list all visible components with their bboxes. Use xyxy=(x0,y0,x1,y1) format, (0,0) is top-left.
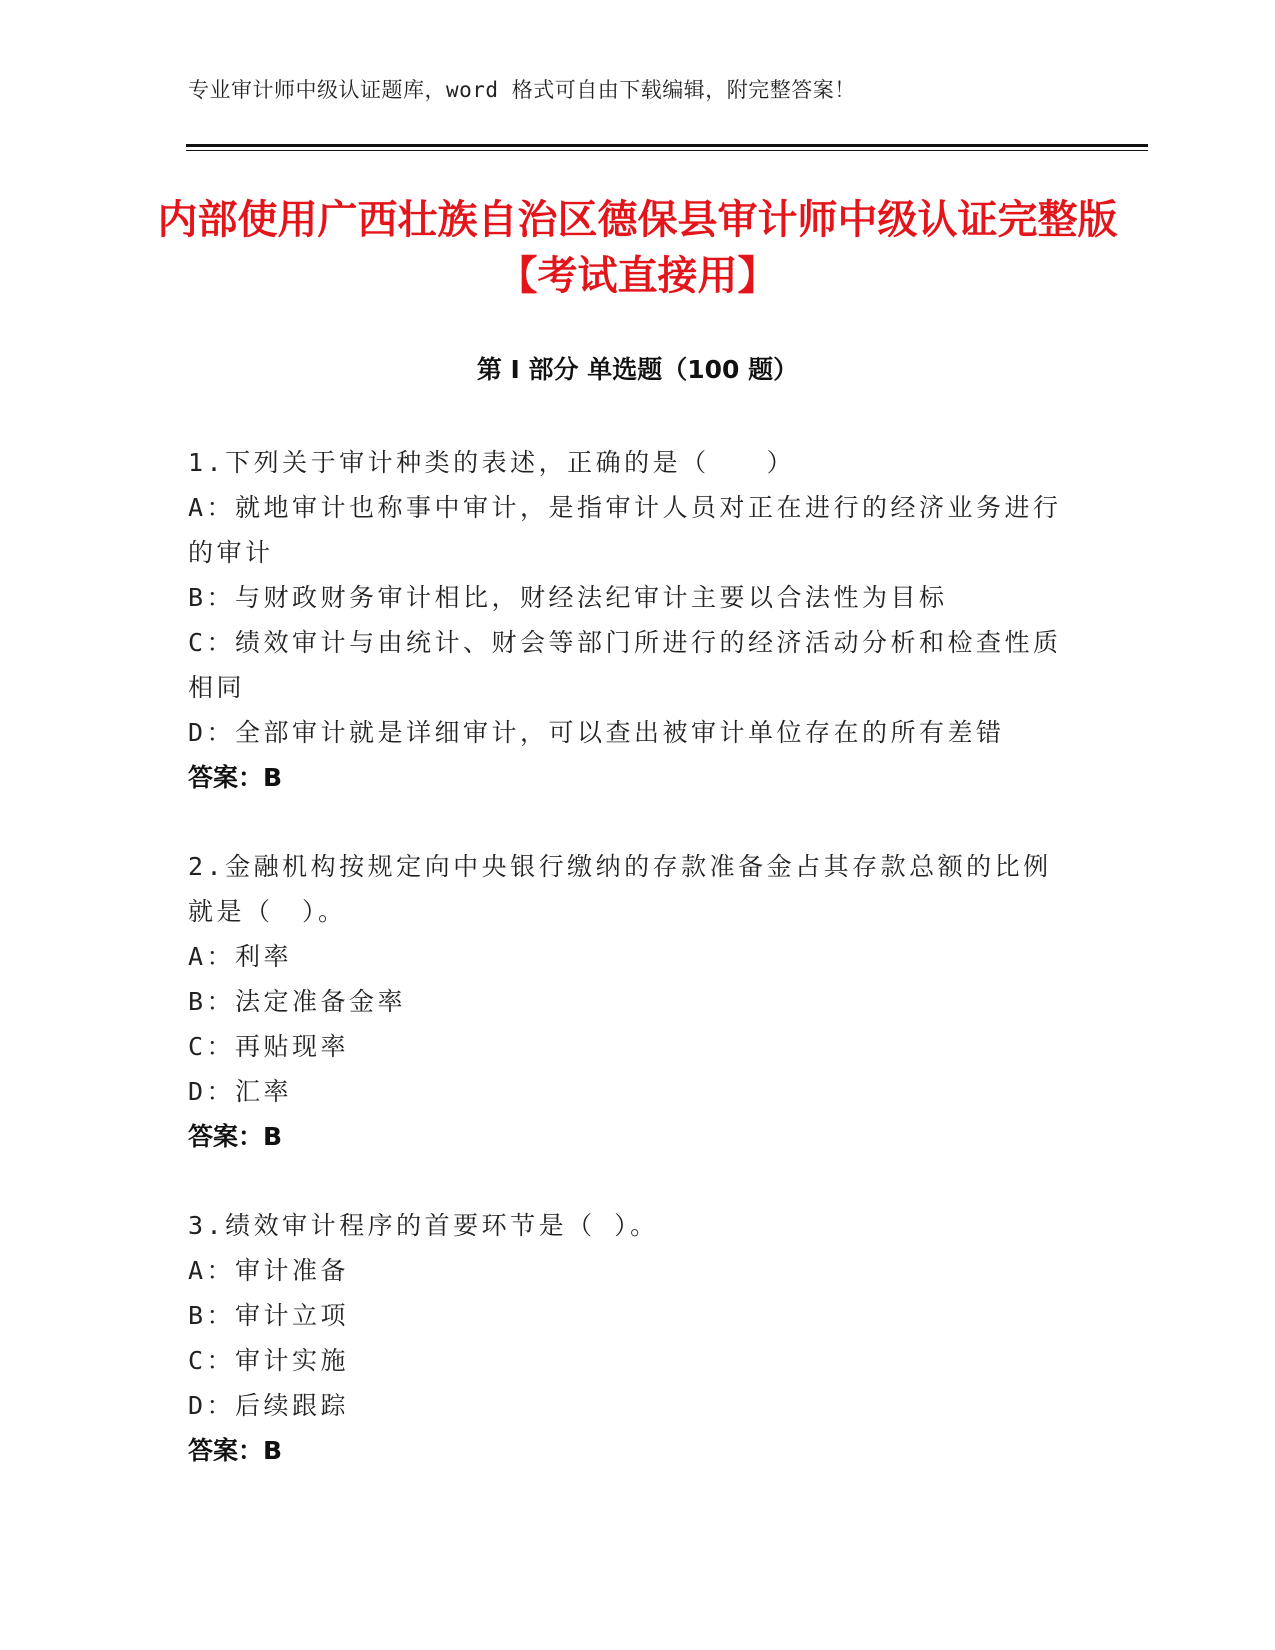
option-a: A：利率 xyxy=(188,942,293,971)
question-stem: 2.金融机构按规定向中央银行缴纳的存款准备金占其存款总额的比例就是（ ）。 xyxy=(188,852,1052,926)
header-rule-thick xyxy=(186,144,1148,147)
option-a: A：审计准备 xyxy=(188,1256,350,1285)
option-c: C：再贴现率 xyxy=(188,1032,350,1061)
option-b: B：法定准备金率 xyxy=(188,987,407,1016)
option-d: D：全部审计就是详细审计，可以查出被审计单位存在的所有差错 xyxy=(188,718,1005,747)
document-title: 内部使用广西壮族自治区德保县审计师中级认证完整版【考试直接用】 xyxy=(157,197,1118,299)
question-list xyxy=(188,440,1078,1517)
question-item xyxy=(188,844,1078,1159)
header-rule-thin xyxy=(186,150,1148,151)
answer-line: 答案：B xyxy=(188,763,283,792)
answer-line: 答案：B xyxy=(188,1122,283,1151)
header-note: 专业审计师中级认证题库，word 格式可自由下载编辑，附完整答案！ xyxy=(188,78,856,102)
option-b: B：与财政财务审计相比，财经法纪审计主要以合法性为目标 xyxy=(188,583,948,612)
option-a: A：就地审计也称事中审计，是指审计人员对正在进行的经济业务进行的审计 xyxy=(188,493,1062,567)
option-b: B：审计立项 xyxy=(188,1301,350,1330)
option-c: C：绩效审计与由统计、财会等部门所进行的经济活动分析和检查性质相同 xyxy=(188,628,1062,702)
question-stem: 1.下列关于审计种类的表述，正确的是（ ） xyxy=(188,448,796,477)
question-item xyxy=(188,440,1078,800)
question-stem: 3.绩效审计程序的首要环节是（ ）。 xyxy=(188,1211,659,1240)
answer-line: 答案：B xyxy=(188,1436,283,1465)
option-d: D：后续跟踪 xyxy=(188,1391,350,1420)
question-item xyxy=(188,1203,1078,1473)
option-c: C：审计实施 xyxy=(188,1346,350,1375)
section-title: 第 I 部分 单选题（100 题） xyxy=(476,355,799,384)
option-d: D：汇率 xyxy=(188,1077,293,1106)
